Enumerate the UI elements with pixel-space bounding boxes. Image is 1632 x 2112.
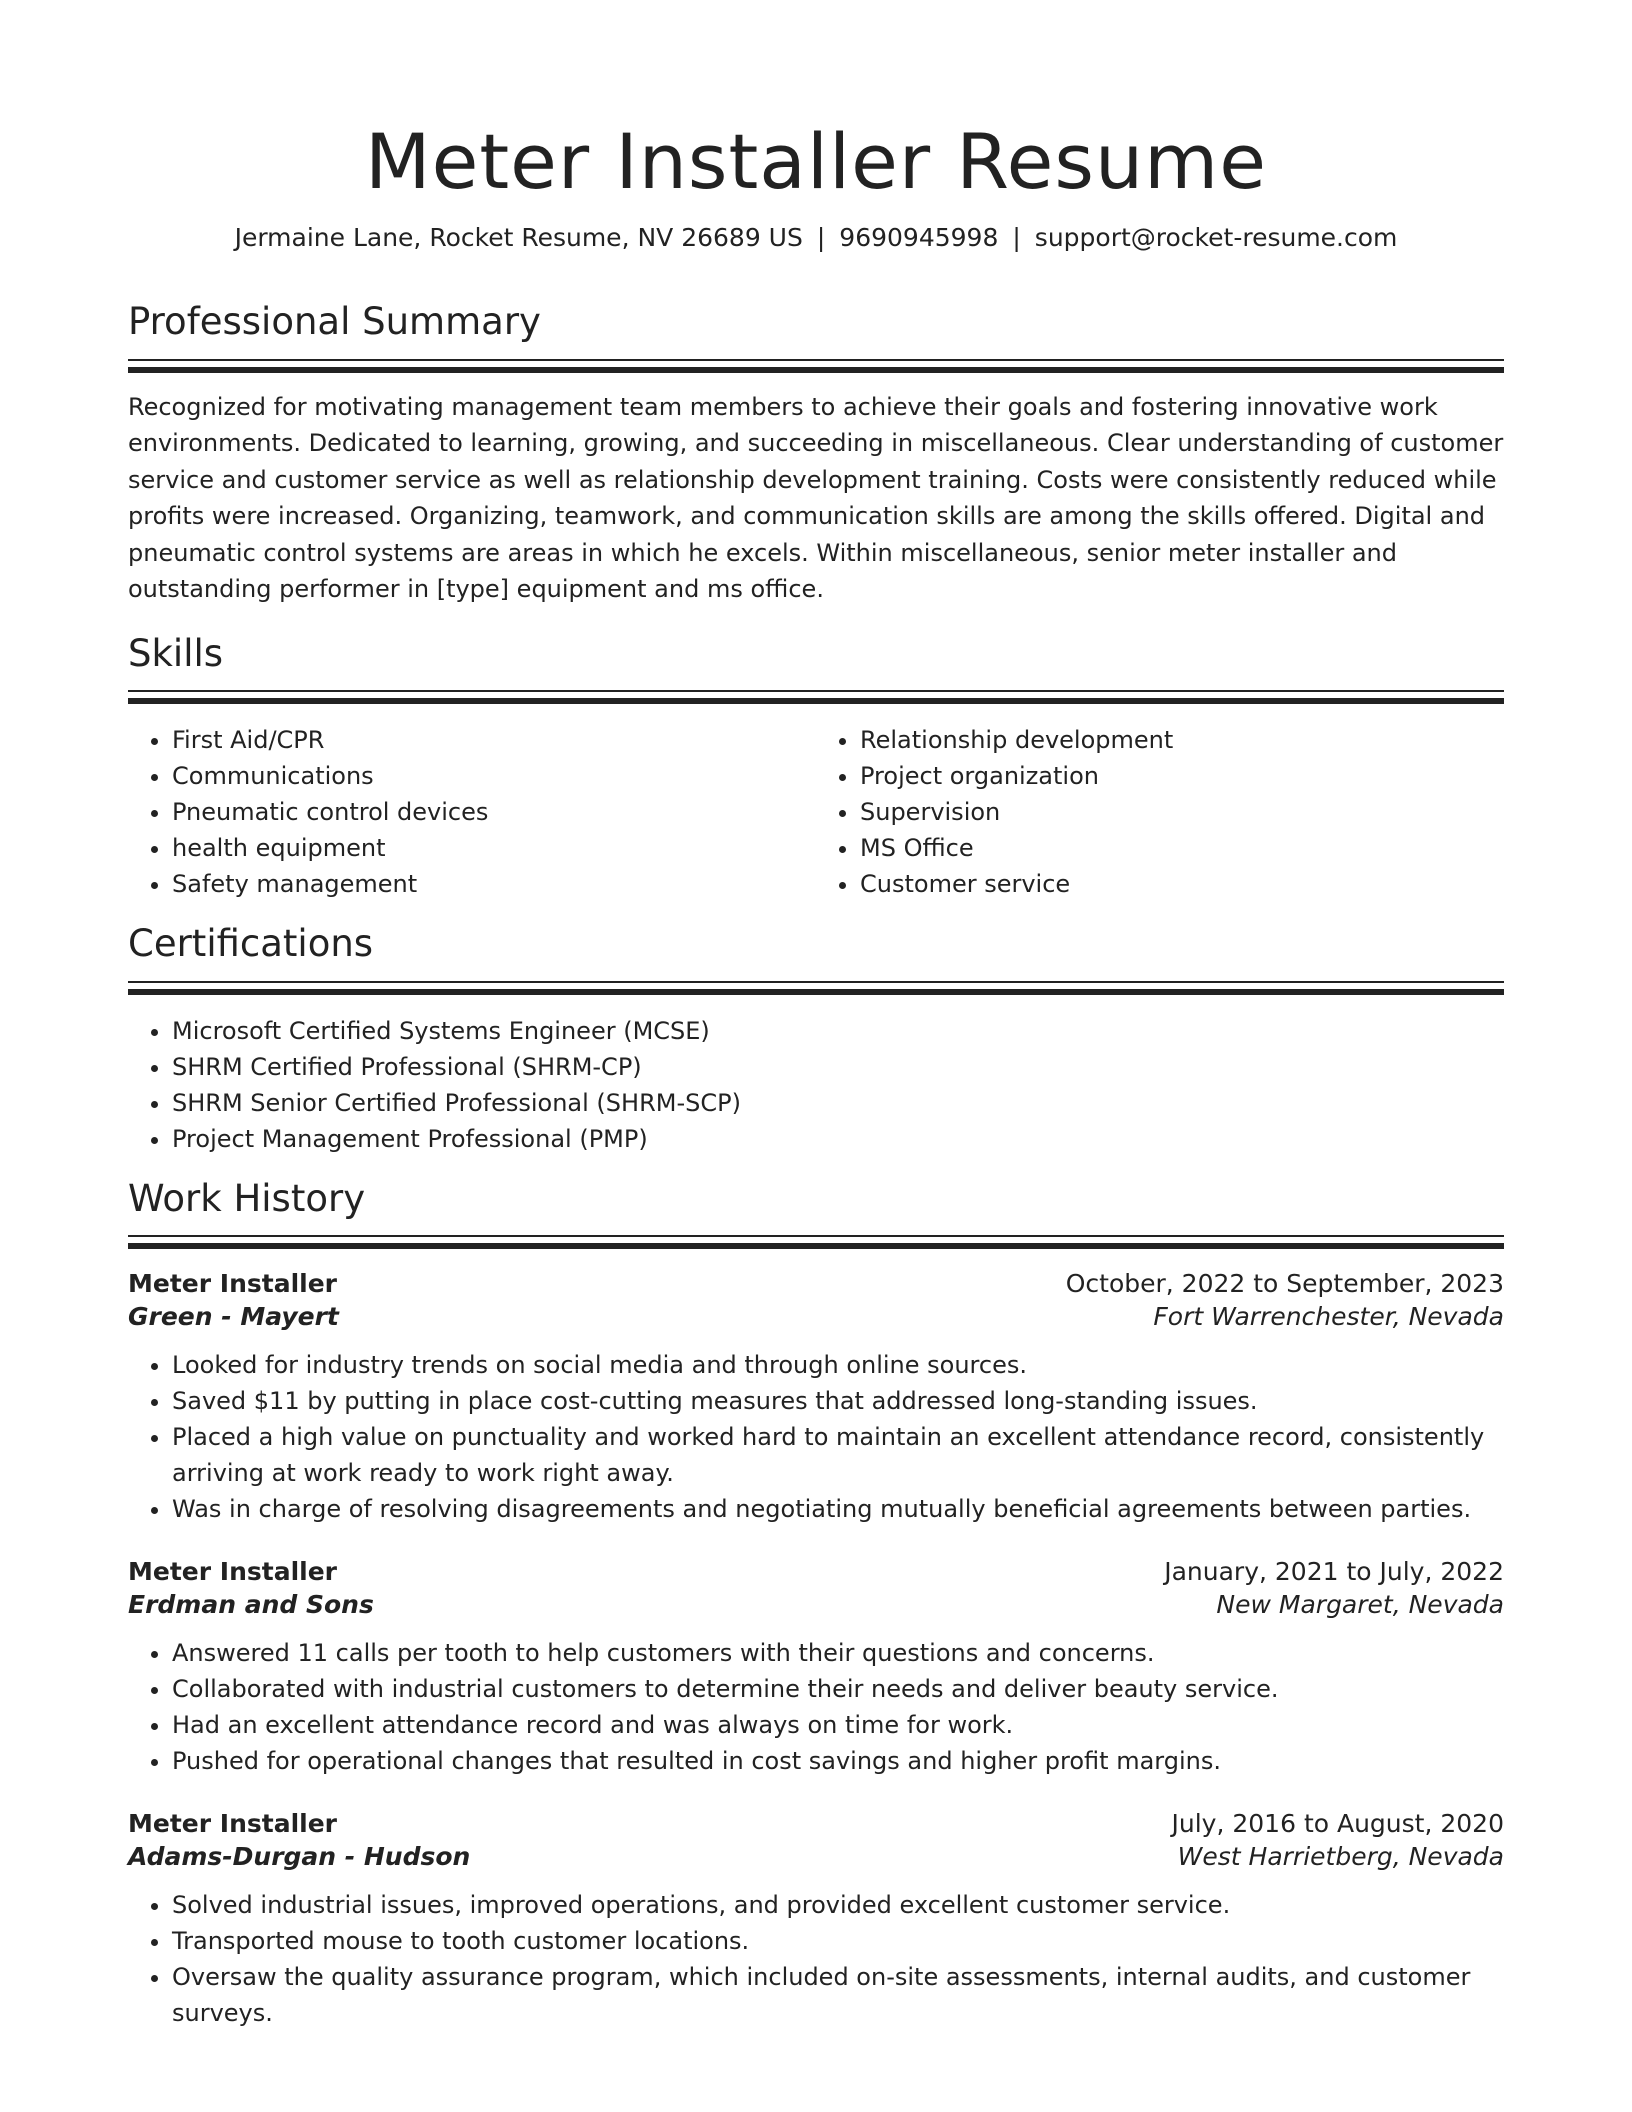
job-dates: January, 2021 to July, 2022 — [1164, 1556, 1504, 1586]
job-entry — [128, 1269, 1504, 1527]
certification-item: • SHRM Certified Professional (SHRM-CP) — [172, 1049, 1504, 1085]
contact-address: Jermaine Lane, Rocket Resume, NV 26689 US — [234, 223, 803, 253]
skill-item: • health equipment — [172, 830, 816, 866]
skill-item: • Customer service — [860, 866, 1504, 902]
job-company: Erdman and Sons — [128, 1589, 374, 1619]
job-bullet: • Had an excellent attendance record and was always on time for work. — [172, 1707, 1504, 1743]
skills-heading: Skills — [128, 631, 224, 675]
skill-item: • MS Office — [860, 830, 1504, 866]
skill-item: • Safety management — [172, 866, 816, 902]
job-header — [128, 1557, 1504, 1586]
certification-item: • Microsoft Certified Systems Engineer (MCSE) — [172, 1013, 1504, 1049]
work-history-section — [128, 1177, 1504, 2031]
job-bullet: • Was in charge of resolving disagreements and negotiating mutually beneficial agreements between parties. — [172, 1491, 1504, 1527]
summary-text: Recognized for motivating management team members to achieve their goals and fostering innovative work environments. Dedicated to learning, growing, and succeeding in miscellaneous. Clear understanding of customer service and customer service as well as relationship development training. Costs were consistently reduced while profits were increased. Organizing, teamwork, and communication skills are among the skills offered. Digital and pneumatic control systems are areas in which he excels. Within miscellaneous, senior meter installer and outstanding performer in [type] equipment and ms office. — [128, 392, 1504, 604]
summary-section — [128, 300, 1504, 607]
job-header — [128, 1269, 1504, 1298]
job-bullet: • Saved $11 by putting in place cost-cutting measures that addressed long-standing issues. — [172, 1383, 1504, 1419]
job-bullet: • Collaborated with industrial customers to determine their needs and deliver beauty service. — [172, 1671, 1504, 1707]
job-bullets — [128, 1635, 1504, 1779]
section-rule — [128, 981, 1504, 995]
job-title: Meter Installer — [128, 1556, 337, 1586]
job-bullet: • Answered 11 calls per tooth to help customers with their questions and concerns. — [172, 1635, 1504, 1671]
resume-title: Meter Installer Resume — [365, 117, 1267, 206]
job-subheader — [128, 1590, 1504, 1619]
skills-section — [128, 632, 1504, 902]
job-location: West Harrietberg, Nevada — [1177, 1841, 1504, 1871]
skill-item: • Project organization — [860, 758, 1504, 794]
contact-email: support@rocket-resume.com — [1034, 223, 1398, 253]
section-rule — [128, 359, 1504, 373]
contact-line — [128, 223, 1504, 252]
job-bullets — [128, 1887, 1504, 2031]
job-bullet: • Pushed for operational changes that resulted in cost savings and higher profit margins. — [172, 1743, 1504, 1779]
job-company: Adams-Durgan - Hudson — [128, 1841, 471, 1871]
contact-separator: | — [816, 223, 826, 253]
skill-item: • Pneumatic control devices — [172, 794, 816, 830]
job-location: New Margaret, Nevada — [1216, 1589, 1504, 1619]
certifications-heading: Certifications — [128, 922, 374, 966]
job-header — [128, 1809, 1504, 1838]
contact-phone: 9690945998 — [839, 223, 999, 253]
skills-grid — [128, 722, 1504, 902]
certification-item: • Project Management Professional (PMP) — [172, 1121, 1504, 1157]
job-bullets — [128, 1347, 1504, 1527]
summary-heading: Professional Summary — [128, 300, 541, 344]
job-bullet: • Oversaw the quality assurance program, which included on-site assessments, internal audits, and customer surveys. — [172, 1959, 1504, 2031]
job-dates: July, 2016 to August, 2020 — [1171, 1808, 1504, 1838]
job-entry — [128, 1557, 1504, 1779]
work-history-heading: Work History — [128, 1176, 366, 1220]
job-title: Meter Installer — [128, 1808, 337, 1838]
job-bullet: • Looked for industry trends on social media and through online sources. — [172, 1347, 1504, 1383]
skill-item: • Supervision — [860, 794, 1504, 830]
skill-item: • Relationship development — [860, 722, 1504, 758]
skills-list-left — [128, 722, 816, 902]
skill-item: • First Aid/CPR — [172, 722, 816, 758]
section-rule — [128, 1235, 1504, 1249]
certifications-list — [128, 1013, 1504, 1157]
section-rule — [128, 690, 1504, 704]
job-bullet: • Placed a high value on punctuality and worked hard to maintain an excellent attendance record, consistently arriving at work ready to work right away. — [172, 1419, 1504, 1491]
job-title: Meter Installer — [128, 1268, 337, 1298]
job-dates: October, 2022 to September, 2023 — [1065, 1268, 1504, 1298]
job-subheader — [128, 1302, 1504, 1331]
job-bullet: • Transported mouse to tooth customer locations. — [172, 1923, 1504, 1959]
job-entry — [128, 1809, 1504, 2031]
job-company: Green - Mayert — [128, 1301, 339, 1331]
job-subheader — [128, 1842, 1504, 1871]
contact-separator: | — [1012, 223, 1021, 253]
certification-item: • SHRM Senior Certified Professional (SHRM-SCP) — [172, 1085, 1504, 1121]
job-bullet: • Solved industrial issues, improved operations, and provided excellent customer service. — [172, 1887, 1504, 1923]
skills-list-right — [816, 722, 1504, 902]
certifications-section — [128, 922, 1504, 1156]
skill-item: • Communications — [172, 758, 816, 794]
job-location: Fort Warrenchester, Nevada — [1153, 1301, 1504, 1331]
